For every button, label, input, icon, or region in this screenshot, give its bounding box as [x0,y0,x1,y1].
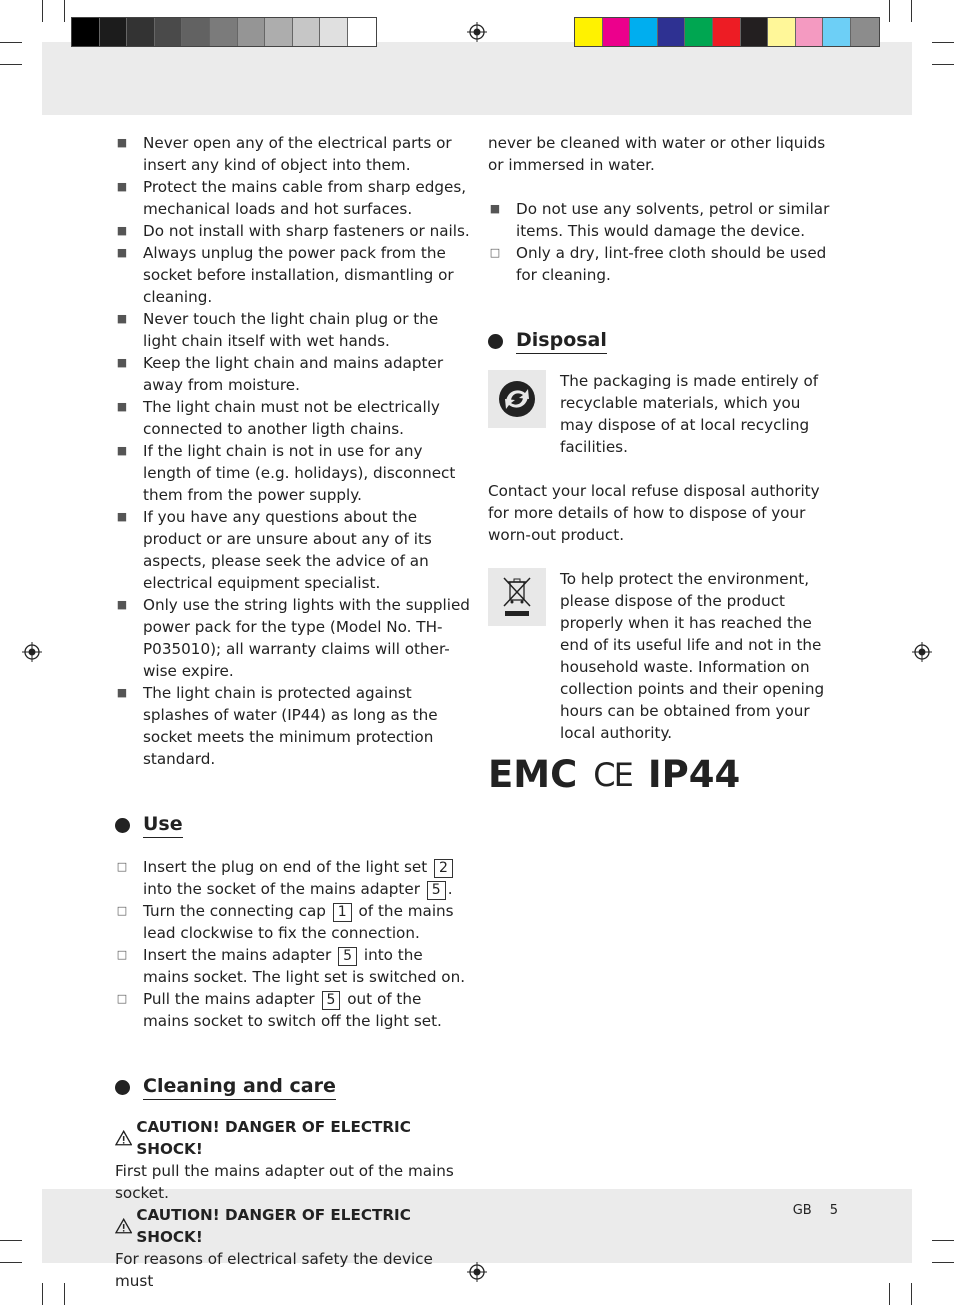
crop-mark [64,1283,65,1305]
registration-mark-icon [467,1262,487,1282]
list-item [115,682,470,770]
registration-mark-icon [22,642,42,662]
list-item-text: Never open any of the electrical parts or insert any kind of object into them. [143,134,452,174]
crop-mark [0,42,22,43]
bullet-dot-icon [115,1080,130,1095]
page-footer [793,1203,838,1218]
warning-triangle-icon [115,1218,132,1234]
use-section-heading [115,810,470,840]
square-bullet-icon: ■ [116,444,128,457]
list-item-text: Only use the string lights with the supplied power pack for the type (Model No. TH-P035010); all warranty claims will other-wise expire. [143,596,470,680]
crop-mark [42,0,43,22]
color-swatch [658,18,686,46]
color-swatch [127,18,155,46]
square-bullet-icon: ■ [116,180,128,193]
recycling-icon [488,370,546,428]
crop-mark [932,42,954,43]
section-title: Use [143,813,183,838]
color-swatch [210,18,238,46]
color-swatch [320,18,348,46]
ce-mark: CE [593,755,632,794]
emc-mark: EMC [488,753,578,796]
color-swatch [575,18,603,46]
caution-text: CAUTION! DANGER OF ELECTRIC SHOCK! [136,1118,411,1158]
bullet-dot-icon [488,334,503,349]
cleaning-list [488,198,838,286]
list-item-text: Protect the mains cable from sharp edges, mechanical loads and hot surfaces. [143,178,467,218]
bullet-dot-icon [115,818,130,833]
list-item-text: Always unplug the power pack from the socket before installation, dismantling or cleaning. [143,244,454,306]
checkbox-bullet-icon: □ [116,904,128,917]
color-swatch [72,18,100,46]
environment-disposal-row [488,568,838,744]
crop-mark [0,64,22,65]
square-bullet-icon: ■ [116,246,128,259]
list-item-text: Only a dry, lint-free cloth should be used for cleaning. [516,244,827,284]
list-item [115,900,470,944]
list-item [115,220,470,242]
caution-warning [115,1204,470,1248]
cleaning-text: First pull the mains adapter out of the mains socket. [115,1162,454,1202]
contact-text: Contact your local refuse disposal authority for more details of how to dispose of your worn-out product. [488,482,820,544]
step-text: into the mains socket. The light set is switched on. [143,946,466,986]
step-text: Turn the connecting cap [143,902,326,920]
list-item [115,352,470,396]
list-item-text: Do not use any solvents, petrol or similar items. This would damage the device. [516,200,830,240]
square-bullet-icon: ■ [116,312,128,325]
left-column [115,132,470,1292]
color-swatch [238,18,266,46]
bullet-icon: □ [489,246,501,259]
packaging-text: The packaging is made entirely of recyclable materials, which you may dispose of at local recycling facilities. [560,372,819,456]
part-number-box: 2 [434,859,453,878]
color-swatch [603,18,631,46]
step-text: into the socket of the mains adapter [143,880,420,898]
bullet-icon: ■ [489,202,501,215]
crop-mark [932,1240,954,1241]
color-swatch [293,18,321,46]
color-swatch [851,18,879,46]
warning-triangle-icon [115,1130,132,1146]
color-swatch [768,18,796,46]
step-text: . [447,880,453,898]
registration-mark-icon [467,22,487,42]
step-text: out of the mains socket to switch off the light set. [143,990,442,1030]
checkbox-bullet-icon: □ [116,948,128,961]
checkbox-bullet-icon: □ [116,992,128,1005]
list-item [115,396,470,440]
square-bullet-icon: ■ [116,224,128,237]
safety-instructions-list [115,132,470,770]
crop-mark [0,1262,22,1263]
caution-text: CAUTION! DANGER OF ELECTRIC SHOCK! [136,1206,411,1246]
list-item-text: If you have any questions about the product or are unsure about any of its aspects, please seek the advice of an electrical equipment specialist. [143,508,432,592]
right-column [488,132,838,744]
registration-mark-icon [912,642,932,662]
list-item-text: If the light chain is not in use for any length of time (e.g. holidays), disconnect them from the power supply. [143,442,456,504]
color-swatch [685,18,713,46]
crop-mark [0,1240,22,1241]
caution-warning [115,1116,470,1160]
step-text: of the mains lead clockwise to fix the connection. [143,902,454,942]
checkbox-bullet-icon: □ [116,860,128,873]
part-number-box: 5 [427,881,446,900]
grayscale-color-bar [71,17,377,47]
list-item [115,988,470,1032]
color-swatch [713,18,741,46]
step-text: Insert the mains adapter [143,946,332,964]
crop-mark [889,0,890,22]
certification-marks [488,753,740,796]
color-swatch [741,18,769,46]
list-item [115,242,470,308]
list-item-text: Do not install with sharp fasteners or nails. [143,222,470,240]
top-gray-band [42,42,912,115]
list-item [115,506,470,594]
list-item [115,944,470,988]
list-item [115,594,470,682]
crop-mark [932,1262,954,1263]
square-bullet-icon: ■ [116,686,128,699]
crop-mark [889,1283,890,1305]
page-number: 5 [829,1203,838,1218]
ip44-mark: IP44 [647,753,741,796]
step-text: Insert the plug on end of the light set [143,858,428,876]
color-swatch [796,18,824,46]
list-item-text: The light chain must not be electrically connected to another ligth chains. [143,398,440,438]
packaging-disposal-row [488,370,838,458]
square-bullet-icon: ■ [116,136,128,149]
color-swatch [100,18,128,46]
list-item-text: Keep the light chain and mains adapter away from moisture. [143,354,444,394]
color-swatch [155,18,183,46]
square-bullet-icon: ■ [116,510,128,523]
cleaning-text: For reasons of electrical safety the device must [115,1250,433,1290]
color-swatch [823,18,851,46]
environment-text: To help protect the environment, please dispose of the product properly when it has reached the end of its useful life and not in the household waste. Information on collection points and their opening hours can be obtained from your local authority. [560,570,825,742]
square-bullet-icon: ■ [116,356,128,369]
part-number-box: 1 [333,903,352,922]
list-item [115,176,470,220]
color-swatch [348,18,376,46]
section-title: Cleaning and care [143,1075,336,1100]
square-bullet-icon: ■ [116,400,128,413]
crop-mark [911,1283,912,1305]
crop-mark [911,0,912,22]
color-swatch [630,18,658,46]
process-color-bar [574,17,880,47]
part-number-box: 5 [322,991,341,1010]
crop-mark [42,1283,43,1305]
part-number-box: 5 [338,947,357,966]
crop-mark [932,64,954,65]
crossed-bin-icon [488,568,546,626]
language-code: GB [792,1203,812,1218]
step-text: Pull the mains adapter [143,990,315,1008]
list-item-text: Never touch the light chain plug or the light chain itself with wet hands. [143,310,439,350]
disposal-section-heading [488,326,838,356]
use-steps-list [115,856,470,1032]
list-item [115,440,470,506]
list-item [115,132,470,176]
crop-mark [64,0,65,22]
cleaning-section-heading [115,1072,470,1102]
list-item [115,308,470,352]
section-title: Disposal [516,329,607,354]
color-swatch [265,18,293,46]
list-item [488,242,838,286]
list-item [115,856,470,900]
cleaning-text-continued: never be cleaned with water or other liquids or immersed in water. [488,134,826,174]
square-bullet-icon: ■ [116,598,128,611]
list-item [488,198,838,242]
color-swatch [182,18,210,46]
list-item-text: The light chain is protected against splashes of water (IP44) as long as the socket meets the minimum protection standard. [143,684,438,768]
